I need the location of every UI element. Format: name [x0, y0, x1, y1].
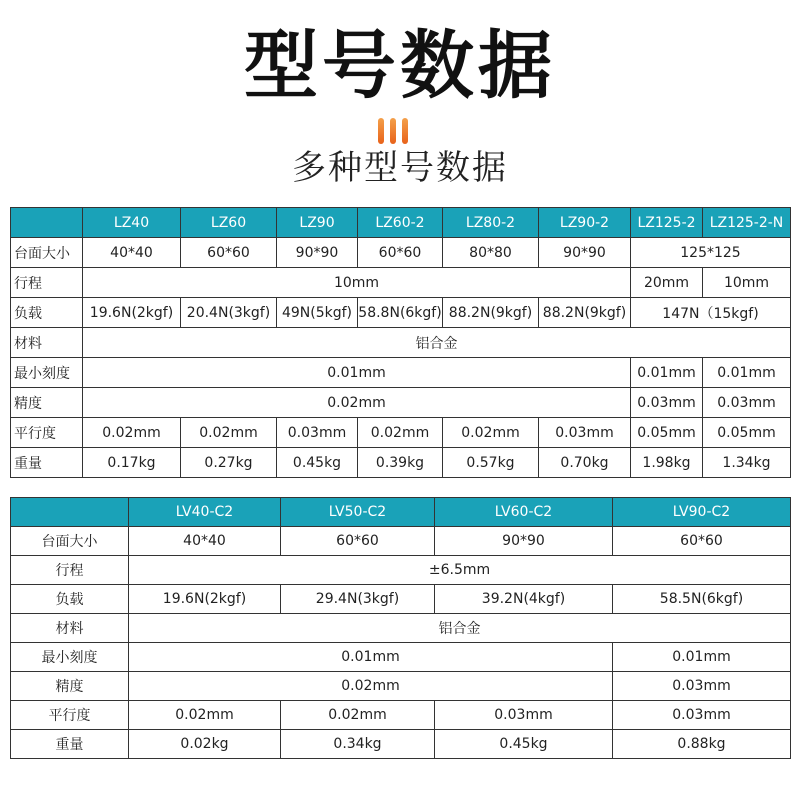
table-row: [11, 701, 791, 730]
table-cell: 铝合金: [83, 328, 791, 358]
model-header: LV60-C2: [435, 498, 613, 527]
table-cell: 0.03mm: [539, 418, 631, 448]
table-cell: ±6.5mm: [129, 556, 791, 585]
table-row: [11, 328, 791, 358]
table-cell: 0.02mm: [129, 701, 281, 730]
table-cell: 90*90: [539, 238, 631, 268]
row-label: 材料: [11, 328, 83, 358]
model-header: LZ90: [277, 208, 358, 238]
table-cell: 0.45kg: [435, 730, 613, 759]
model-header: LZ60-2: [358, 208, 443, 238]
table-row: [11, 448, 791, 478]
table-row: [11, 614, 791, 643]
table-row: [11, 298, 791, 328]
table-cell: 20.4N(3kgf): [181, 298, 277, 328]
decorative-bars-icon: [378, 118, 408, 144]
table-row: [11, 672, 791, 701]
model-header: LV40-C2: [129, 498, 281, 527]
table-cell: 0.01mm: [83, 358, 631, 388]
table-cell: 58.8N(6kgf): [358, 298, 443, 328]
table-cell: 0.03mm: [613, 701, 791, 730]
table-cell: 0.01mm: [703, 358, 791, 388]
row-label: 台面大小: [11, 527, 129, 556]
table-cell: 0.03mm: [613, 672, 791, 701]
table-cell: 0.03mm: [703, 388, 791, 418]
table-cell: 0.03mm: [277, 418, 358, 448]
model-header: LZ80-2: [443, 208, 539, 238]
table-cell: 0.01mm: [613, 643, 791, 672]
row-label: 行程: [11, 556, 129, 585]
table-header-row: [11, 498, 791, 527]
table-cell: 40*40: [129, 527, 281, 556]
table-cell: 1.98kg: [631, 448, 703, 478]
table-cell: 0.02mm: [281, 701, 435, 730]
table-cell: 铝合金: [129, 614, 791, 643]
header-corner: [11, 208, 83, 238]
table-cell: 19.6N(2kgf): [129, 585, 281, 614]
table-cell: 0.17kg: [83, 448, 181, 478]
table-cell: 88.2N(9kgf): [443, 298, 539, 328]
table-cell: 125*125: [631, 238, 791, 268]
table-cell: 1.34kg: [703, 448, 791, 478]
table-cell: 90*90: [277, 238, 358, 268]
table-row: [11, 730, 791, 759]
model-header: LZ60: [181, 208, 277, 238]
row-label: 负载: [11, 298, 83, 328]
table-cell: 58.5N(6kgf): [613, 585, 791, 614]
table-cell: 0.03mm: [631, 388, 703, 418]
model-header: LV90-C2: [613, 498, 791, 527]
row-label: 台面大小: [11, 238, 83, 268]
table-cell: 80*80: [443, 238, 539, 268]
row-label: 精度: [11, 388, 83, 418]
table-cell: 60*60: [358, 238, 443, 268]
table-cell: 0.34kg: [281, 730, 435, 759]
table-cell: 19.6N(2kgf): [83, 298, 181, 328]
table-cell: 0.27kg: [181, 448, 277, 478]
model-header: LZ90-2: [539, 208, 631, 238]
table-cell: 49N(5kgf): [277, 298, 358, 328]
table-cell: 0.02mm: [443, 418, 539, 448]
table-cell: 0.01mm: [129, 643, 613, 672]
table-cell: 0.01mm: [631, 358, 703, 388]
table-cell: 0.05mm: [631, 418, 703, 448]
row-label: 负载: [11, 585, 129, 614]
page-title: 型号数据: [244, 23, 556, 109]
table-row: [11, 358, 791, 388]
table-row: [11, 556, 791, 585]
table-row: [11, 418, 791, 448]
row-label: 精度: [11, 672, 129, 701]
row-label: 行程: [11, 268, 83, 298]
table-cell: 0.02kg: [129, 730, 281, 759]
table-cell: 20mm: [631, 268, 703, 298]
table-cell: 88.2N(9kgf): [539, 298, 631, 328]
header-corner: [11, 498, 129, 527]
page-subtitle: 多种型号数据: [292, 148, 508, 188]
table-row: [11, 388, 791, 418]
table-cell: 29.4N(3kgf): [281, 585, 435, 614]
table-row: [11, 585, 791, 614]
row-label: 材料: [11, 614, 129, 643]
model-header: LZ125-2-N: [703, 208, 791, 238]
table-row: [11, 527, 791, 556]
table-cell: 40*40: [83, 238, 181, 268]
table-cell: 0.02mm: [83, 418, 181, 448]
table-cell: 10mm: [703, 268, 791, 298]
table-cell: 0.88kg: [613, 730, 791, 759]
spec-table-lz: [10, 207, 791, 478]
row-label: 最小刻度: [11, 643, 129, 672]
row-label: 重量: [11, 448, 83, 478]
table-cell: 0.57kg: [443, 448, 539, 478]
table-cell: 39.2N(4kgf): [435, 585, 613, 614]
spec-table-lv: [10, 497, 791, 759]
model-header: LV50-C2: [281, 498, 435, 527]
table-cell: 90*90: [435, 527, 613, 556]
table-cell: 60*60: [181, 238, 277, 268]
table-row: [11, 643, 791, 672]
table-cell: 0.02mm: [181, 418, 277, 448]
table-cell: 0.70kg: [539, 448, 631, 478]
table-header-row: [11, 208, 791, 238]
row-label: 平行度: [11, 418, 83, 448]
model-header: LZ40: [83, 208, 181, 238]
table-cell: 0.02mm: [83, 388, 631, 418]
table-cell: 10mm: [83, 268, 631, 298]
table-cell: 60*60: [281, 527, 435, 556]
table-cell: 0.05mm: [703, 418, 791, 448]
table-row: [11, 268, 791, 298]
table-row: [11, 238, 791, 268]
table-cell: 147N（15kgf): [631, 298, 791, 328]
table-cell: 0.45kg: [277, 448, 358, 478]
table-cell: 0.02mm: [358, 418, 443, 448]
model-header: LZ125-2: [631, 208, 703, 238]
row-label: 平行度: [11, 701, 129, 730]
row-label: 重量: [11, 730, 129, 759]
table-cell: 0.02mm: [129, 672, 613, 701]
table-cell: 0.39kg: [358, 448, 443, 478]
table-cell: 0.03mm: [435, 701, 613, 730]
row-label: 最小刻度: [11, 358, 83, 388]
table-cell: 60*60: [613, 527, 791, 556]
